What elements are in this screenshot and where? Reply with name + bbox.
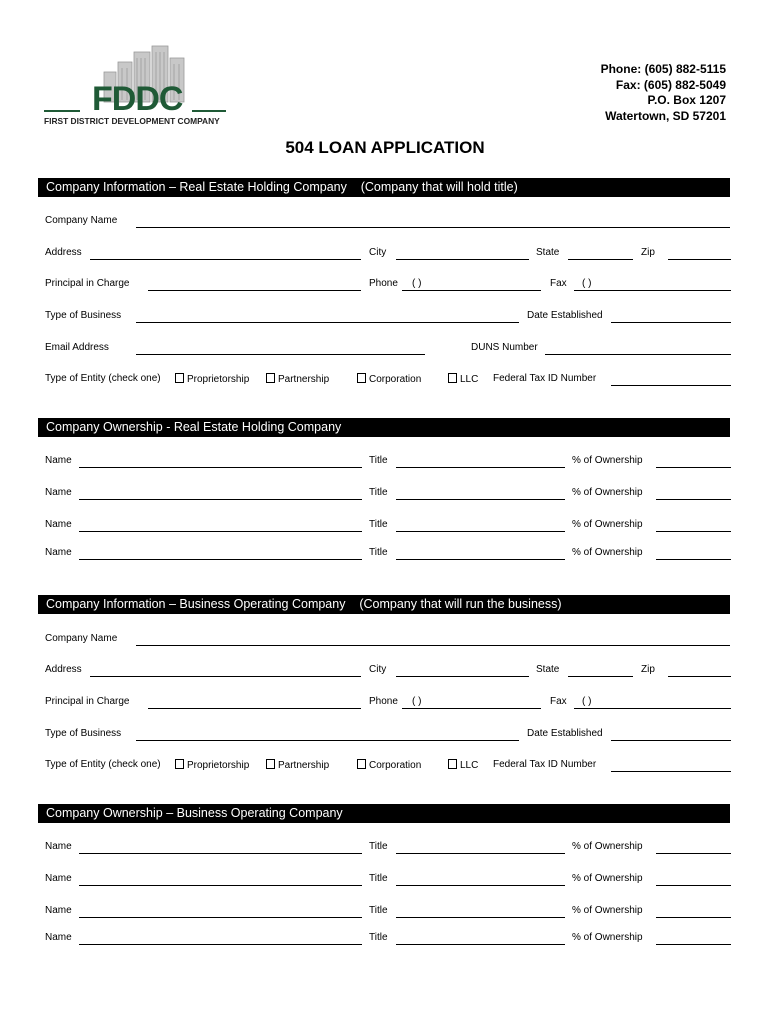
label-company-name: Company Name: [45, 215, 118, 226]
duns-field[interactable]: [545, 354, 731, 355]
owner-name-field[interactable]: [79, 885, 362, 886]
label-email: Email Address: [45, 342, 109, 353]
label-duns: DUNS Number: [471, 342, 538, 353]
fax-area-code: ( ): [582, 278, 592, 289]
label-owner-name: Name: [45, 519, 72, 530]
label-owner-title: Title: [369, 487, 388, 498]
label-owner-title: Title: [369, 841, 388, 852]
label-owner-name: Name: [45, 455, 72, 466]
checkbox-partnership[interactable]: Partnership: [266, 759, 329, 772]
label-phone: Phone: [369, 278, 398, 289]
phone-field[interactable]: [402, 290, 541, 291]
checkbox-icon: [448, 759, 457, 769]
owner-name-field[interactable]: [79, 531, 362, 532]
owner-title-field[interactable]: [396, 885, 565, 886]
logo-company-name: FIRST DISTRICT DEVELOPMENT COMPANY: [44, 116, 220, 126]
checkbox-corporation[interactable]: Corporation: [357, 373, 421, 386]
section-header-operating-info: Company Information – Business Operating Company (Company that will run the business): [38, 595, 730, 614]
label-owner-name: Name: [45, 932, 72, 943]
owner-name-field[interactable]: [79, 917, 362, 918]
owner-title-field[interactable]: [396, 559, 565, 560]
owner-name-field[interactable]: [79, 499, 362, 500]
contact-phone: Phone: (605) 882-5115: [600, 62, 726, 76]
ownership-percent-field[interactable]: [656, 531, 731, 532]
company-logo: [42, 44, 232, 128]
contact-city: Watertown, SD 57201: [605, 108, 726, 123]
label-type-of-business: Type of Business: [45, 728, 122, 739]
owner-title-field[interactable]: [396, 531, 565, 532]
ownership-percent-field[interactable]: [656, 467, 731, 468]
checkbox-partnership[interactable]: Partnership: [266, 373, 329, 386]
contact-block: [601, 62, 726, 124]
label-owner-title: Title: [369, 455, 388, 466]
label-zip: Zip: [641, 664, 655, 675]
label-principal: Principal in Charge: [45, 696, 130, 707]
label-phone: Phone: [369, 696, 398, 707]
label-entity: Type of Entity (check one): [45, 373, 161, 384]
label-fax: Fax: [550, 278, 567, 289]
label-zip: Zip: [641, 247, 655, 258]
label-owner-name: Name: [45, 873, 72, 884]
contact-po-box: P.O. Box 1207: [647, 93, 726, 107]
label-ownership-percent: % of Ownership: [572, 841, 643, 852]
label-address: Address: [45, 664, 82, 675]
checkbox-icon: [357, 373, 366, 383]
label-city: City: [369, 247, 387, 258]
company-name-field[interactable]: [136, 645, 730, 646]
owner-title-field[interactable]: [396, 917, 565, 918]
address-field[interactable]: [90, 259, 361, 260]
owner-name-field[interactable]: [79, 944, 362, 945]
checkbox-proprietorship[interactable]: Proprietorship: [175, 759, 249, 772]
principal-field[interactable]: [148, 708, 361, 709]
label-principal: Principal in Charge: [45, 278, 130, 289]
owner-name-field[interactable]: [79, 467, 362, 468]
fax-field[interactable]: [574, 708, 731, 709]
logo-letters: FDDC: [92, 80, 183, 118]
label-ownership-percent: % of Ownership: [572, 932, 643, 943]
label-owner-title: Title: [369, 932, 388, 943]
label-owner-title: Title: [369, 547, 388, 558]
label-ownership-percent: % of Ownership: [572, 455, 643, 466]
address-field[interactable]: [90, 676, 361, 677]
checkbox-proprietorship[interactable]: Proprietorship: [175, 373, 249, 386]
checkbox-icon: [448, 373, 457, 383]
ownership-percent-field[interactable]: [656, 559, 731, 560]
state-field[interactable]: [568, 676, 633, 677]
label-type-of-business: Type of Business: [45, 310, 122, 321]
company-name-field[interactable]: [136, 227, 730, 228]
fax-field[interactable]: [574, 290, 731, 291]
owner-title-field[interactable]: [396, 853, 565, 854]
label-ownership-percent: % of Ownership: [572, 519, 643, 530]
label-owner-title: Title: [369, 519, 388, 530]
email-field[interactable]: [136, 354, 425, 355]
owner-title-field[interactable]: [396, 499, 565, 500]
owner-title-field[interactable]: [396, 944, 565, 945]
label-owner-title: Title: [369, 873, 388, 884]
label-tax-id: Federal Tax ID Number: [493, 373, 597, 384]
label-date-established: Date Established: [527, 310, 603, 321]
form-title: 504 LOAN APPLICATION: [285, 138, 485, 157]
label-ownership-percent: % of Ownership: [572, 905, 643, 916]
principal-field[interactable]: [148, 290, 361, 291]
label-fax: Fax: [550, 696, 567, 707]
checkbox-llc[interactable]: LLC: [448, 759, 478, 772]
ownership-percent-field[interactable]: [656, 853, 731, 854]
label-owner-name: Name: [45, 487, 72, 498]
contact-fax: Fax: (605) 882-5049: [615, 77, 726, 92]
tax-id-field[interactable]: [611, 771, 731, 772]
label-city: City: [369, 664, 387, 675]
ownership-percent-field[interactable]: [656, 917, 731, 918]
label-owner-name: Name: [45, 547, 72, 558]
fax-area-code: ( ): [582, 696, 592, 707]
checkbox-icon: [175, 373, 184, 383]
label-state: State: [536, 247, 560, 258]
owner-name-field[interactable]: [79, 559, 362, 560]
date-established-field[interactable]: [611, 740, 731, 741]
checkbox-icon: [266, 373, 275, 383]
label-owner-name: Name: [45, 905, 72, 916]
label-ownership-percent: % of Ownership: [572, 487, 643, 498]
section-header-real-estate-ownership: Company Ownership - Real Estate Holding Company: [38, 418, 730, 437]
label-owner-name: Name: [45, 841, 72, 852]
label-ownership-percent: % of Ownership: [572, 873, 643, 884]
phone-field[interactable]: [402, 708, 541, 709]
phone-area-code: ( ): [412, 278, 422, 289]
owner-name-field[interactable]: [79, 853, 362, 854]
date-established-field[interactable]: [611, 322, 731, 323]
city-field[interactable]: [396, 259, 529, 260]
label-owner-title: Title: [369, 905, 388, 916]
zip-field[interactable]: [668, 676, 731, 677]
section-header-operating-ownership: Company Ownership – Business Operating Company: [38, 804, 730, 823]
label-tax-id: Federal Tax ID Number: [493, 759, 597, 770]
checkbox-icon: [266, 759, 275, 769]
type-of-business-field[interactable]: [136, 322, 519, 323]
label-date-established: Date Established: [527, 728, 603, 739]
checkbox-icon: [175, 759, 184, 769]
type-of-business-field[interactable]: [136, 740, 519, 741]
ownership-percent-field[interactable]: [656, 499, 731, 500]
label-state: State: [536, 664, 560, 675]
owner-title-field[interactable]: [396, 467, 565, 468]
label-address: Address: [45, 247, 82, 258]
state-field[interactable]: [568, 259, 633, 260]
checkbox-llc[interactable]: LLC: [448, 373, 478, 386]
ownership-percent-field[interactable]: [656, 885, 731, 886]
checkbox-corporation[interactable]: Corporation: [357, 759, 421, 772]
phone-area-code: ( ): [412, 696, 422, 707]
label-entity: Type of Entity (check one): [45, 759, 161, 770]
section-header-real-estate-info: Company Information – Real Estate Holding Company (Company that will hold title): [38, 178, 730, 197]
city-field[interactable]: [396, 676, 529, 677]
zip-field[interactable]: [668, 259, 731, 260]
ownership-percent-field[interactable]: [656, 944, 731, 945]
label-company-name: Company Name: [45, 633, 118, 644]
checkbox-icon: [357, 759, 366, 769]
tax-id-field[interactable]: [611, 385, 731, 386]
label-ownership-percent: % of Ownership: [572, 547, 643, 558]
